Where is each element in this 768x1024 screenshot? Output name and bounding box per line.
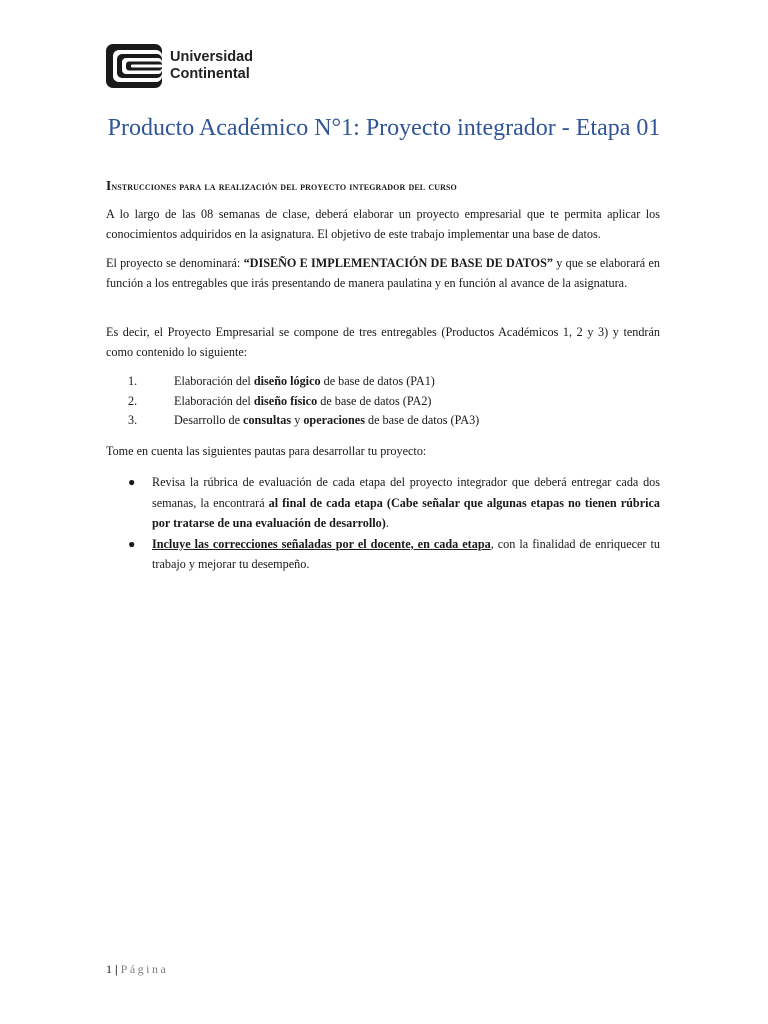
page-label: Página	[120, 962, 169, 976]
page-footer	[106, 962, 168, 977]
bullet-item	[106, 472, 660, 534]
bullet-item	[106, 534, 660, 575]
list-text-bold: diseño lógico	[253, 374, 321, 388]
paragraph-deliverables: Es decir, el Proyecto Empresarial se compone de tres entregables (Productos Académicos 1, 2 y 3) y tendrán como contenido lo siguiente:	[106, 325, 660, 359]
heading-rest: nstrucciones para la realización del proyecto integrador del curso	[111, 179, 457, 193]
list-text	[174, 411, 479, 431]
list-text-before: Elaboración del	[174, 393, 254, 408]
p2-before: El proyecto se denominará:	[106, 256, 244, 270]
list-text-mid: y	[291, 413, 304, 427]
list-text-bold-2: operaciones	[303, 413, 365, 427]
section-heading	[106, 178, 457, 194]
p2-project-title: “DISEÑO E IMPLEMENTACIÓN DE BASE DE DATOS”	[243, 256, 553, 270]
heading-first-letter: I	[106, 178, 112, 193]
list-text-after: de base de datos (PA2)	[317, 393, 432, 408]
university-logo	[106, 44, 253, 88]
paragraph-intro: A lo largo de las 08 semanas de clase, deberá elaborar un proyecto empresarial que te permita aplicar los conocimientos adquiridos en la asignatura. El objetivo de este trabajo implementar una base de datos.	[106, 207, 660, 241]
bullet-text-after: , con la finalidad de enriquecer tu trabajo y mejorar tu desempeño.	[152, 536, 660, 571]
page-separator: |	[112, 962, 121, 976]
list-number: 3.	[128, 413, 138, 427]
paragraph-guidelines: Tome en cuenta las siguientes pautas para desarrollar tu proyecto:	[106, 444, 427, 458]
logo-line-2: Continental	[170, 66, 250, 82]
list-text-bold: diseño físico	[253, 393, 318, 408]
list-text	[174, 392, 431, 412]
bullet-text-bold-underline: Incluye las correcciones señaladas por el docente, en cada etapa	[152, 536, 491, 551]
bullet-text-bold: al final de cada etapa (Cabe señalar que algunas etapas no tienen rúbrica por tratarse de una evaluación de desarrollo)	[152, 495, 660, 530]
document-title: Producto Académico N°1: Proyecto integrador - Etapa 01	[107, 115, 661, 141]
list-text	[174, 372, 435, 392]
list-text-after: de base de datos (PA3)	[364, 413, 480, 427]
list-number: 1.	[128, 374, 138, 388]
paragraph-project-name	[106, 254, 660, 293]
list-text-bold: consultas	[243, 413, 292, 427]
bullet-dot-icon: ●	[128, 475, 136, 489]
list-text-after: de base de datos (PA1)	[320, 374, 435, 388]
logo-wordmark	[170, 49, 253, 83]
logo-line-1: Universidad	[170, 49, 253, 65]
guidelines-list	[106, 472, 660, 575]
uc-logo-icon	[106, 44, 162, 88]
bullet-text-before: Revisa la rúbrica de evaluación de cada etapa del proyecto integrador que deberá entregar cada dos semanas, la encontrará	[152, 475, 660, 510]
bullet-dot-icon: ●	[128, 536, 136, 551]
bullet-text-after: .	[385, 516, 389, 530]
list-text-before: Desarrollo de	[174, 413, 244, 427]
p2-after: y que se elaborará en función a los entregables que irás presentando de manera paulatina y en función al avance de la asignatura.	[106, 256, 660, 290]
list-number: 2.	[128, 393, 138, 408]
list-text-before: Elaboración del	[174, 374, 254, 388]
page-number: 1	[106, 962, 112, 976]
